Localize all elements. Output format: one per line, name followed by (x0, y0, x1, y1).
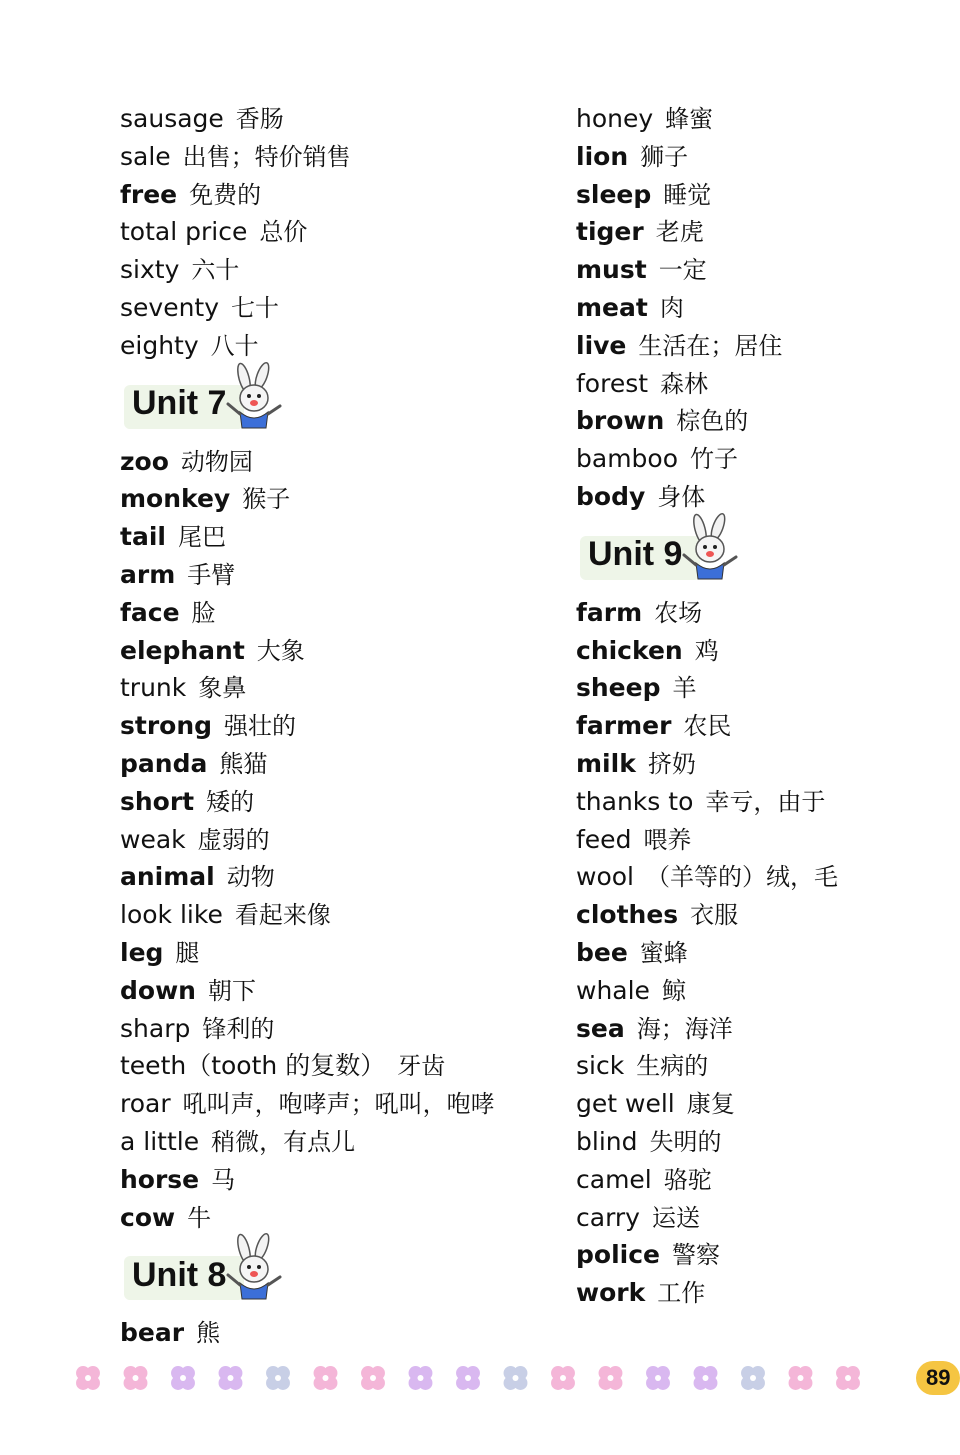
chinese-meaning: 一定 (658, 256, 707, 285)
vocab-entry (576, 402, 838, 440)
chinese-meaning: 香肠 (235, 105, 284, 133)
english-word: free (120, 179, 178, 209)
english-word: tiger (576, 217, 644, 247)
english-word: look like (120, 900, 223, 930)
vocab-entry (120, 1010, 495, 1048)
chinese-meaning: 失明的 (649, 1127, 722, 1156)
vocab-entry (576, 594, 838, 632)
english-word: chicken (576, 635, 683, 665)
english-word: brown (576, 406, 665, 436)
vocab-entry (576, 1047, 838, 1085)
flower-icon (646, 1366, 670, 1390)
chinese-meaning: 森林 (660, 369, 709, 398)
vocab-entry (120, 251, 495, 289)
english-word: arm (120, 559, 176, 589)
english-word: get well (576, 1089, 675, 1119)
english-word: thanks to (576, 786, 694, 816)
english-word: sharp (120, 1013, 191, 1043)
vocab-entry (576, 440, 838, 478)
chinese-meaning: 老虎 (655, 218, 704, 247)
english-word: bear (120, 1318, 185, 1348)
flower-icon (694, 1366, 718, 1390)
chinese-meaning: 挤奶 (647, 749, 696, 778)
flower-icon (314, 1366, 338, 1390)
chinese-meaning: 农民 (683, 712, 732, 741)
chinese-meaning: 看起来像 (234, 901, 331, 930)
english-word: work (576, 1278, 646, 1308)
unit-title: Unit 8 (132, 1255, 227, 1294)
left-vocab-column (120, 100, 495, 1352)
english-word: bee (576, 937, 628, 967)
bunny-mascot-icon (678, 513, 742, 583)
vocab-entry (120, 934, 495, 972)
chinese-meaning: 鸡 (694, 636, 719, 665)
chinese-meaning: 猴子 (242, 485, 291, 514)
unit-title: Unit 7 (132, 384, 227, 423)
chinese-meaning: 动物 (226, 863, 275, 892)
vocab-entry (120, 213, 495, 251)
chinese-meaning: 吼叫声，咆哮声；吼叫，咆哮 (182, 1090, 495, 1119)
vocab-entry (576, 289, 838, 327)
vocab-entry (120, 783, 495, 821)
english-word: police (576, 1240, 660, 1270)
unit-heading-unit-9 (576, 516, 838, 594)
chinese-meaning: 象鼻 (198, 674, 247, 703)
chinese-meaning: 睡觉 (663, 180, 712, 209)
english-word: horse (120, 1164, 200, 1194)
chinese-meaning: 生病的 (636, 1052, 709, 1081)
chinese-meaning: 熊猫 (219, 749, 268, 778)
english-word: roar (120, 1089, 171, 1119)
english-word: honey (576, 104, 654, 133)
english-word: lion (576, 141, 629, 171)
flower-border-decoration (70, 1356, 900, 1400)
vocab-entry (120, 745, 495, 783)
english-word: feed (576, 824, 632, 854)
vocab-entry (120, 972, 495, 1010)
chinese-meaning: 衣服 (690, 901, 739, 930)
english-word: sea (576, 1013, 625, 1043)
english-word: blind (576, 1126, 638, 1156)
chinese-meaning: 马 (211, 1165, 236, 1194)
vocab-entry (576, 783, 838, 821)
vocab-entry (576, 478, 838, 516)
vocab-entry (120, 858, 495, 896)
flower-icon (409, 1366, 433, 1390)
english-word: face (120, 597, 180, 627)
vocab-entry (576, 176, 838, 214)
flower-icon (741, 1366, 765, 1390)
vocab-entry (120, 100, 495, 138)
english-word: total price (120, 217, 248, 247)
vocab-entry (576, 858, 838, 896)
flower-icon (456, 1366, 480, 1390)
vocab-entry (576, 1161, 838, 1199)
flower-icon (836, 1366, 860, 1390)
vocab-entry (576, 896, 838, 934)
chinese-meaning: 六十 (191, 256, 240, 285)
chinese-meaning: 海；海洋 (636, 1014, 733, 1043)
chinese-meaning: 八十 (210, 331, 259, 360)
vocab-entry (576, 1236, 838, 1274)
english-word: weak (120, 824, 186, 854)
chinese-meaning: 工作 (657, 1279, 706, 1308)
english-word: clothes (576, 900, 679, 930)
flower-icon (171, 1366, 195, 1390)
chinese-meaning: 总价 (259, 218, 308, 247)
english-word: sausage (120, 104, 224, 133)
chinese-meaning: 喂养 (643, 825, 692, 854)
vocab-entry (576, 100, 838, 138)
chinese-meaning: 生活在；居住 (638, 331, 783, 360)
vocab-entry (120, 896, 495, 934)
unit-heading-unit-7 (120, 365, 495, 443)
vocab-entry (120, 176, 495, 214)
chinese-meaning: 幸亏，由于 (705, 787, 826, 816)
vocab-entry (120, 518, 495, 556)
chinese-meaning: 矮的 (206, 787, 255, 816)
vocab-entry (120, 1314, 495, 1352)
vocab-entry (576, 821, 838, 859)
flower-icon (219, 1366, 243, 1390)
vocab-entry (576, 138, 838, 176)
english-word: sick (576, 1051, 625, 1081)
vocab-entry (576, 934, 838, 972)
vocab-entry (576, 972, 838, 1010)
chinese-meaning: 警察 (671, 1241, 720, 1270)
flower-icon (599, 1366, 623, 1390)
chinese-meaning: 虚弱的 (197, 825, 270, 854)
vocab-entry (120, 632, 495, 670)
vocab-entry (120, 1123, 495, 1161)
english-word: strong (120, 711, 213, 741)
chinese-meaning: 七十 (231, 293, 280, 322)
english-word: sale (120, 141, 171, 171)
english-word: body (576, 481, 646, 511)
unit-title: Unit 9 (588, 535, 683, 574)
page-number: 89 (916, 1361, 960, 1395)
vocab-entry (576, 213, 838, 251)
vocab-entry (120, 1161, 495, 1199)
bunny-mascot-icon (222, 362, 286, 432)
english-word: a little (120, 1126, 200, 1156)
chinese-meaning: 尾巴 (177, 523, 226, 552)
vocab-entry (576, 1123, 838, 1161)
vocab-entry (576, 327, 838, 365)
english-word: meat (576, 292, 648, 322)
vocab-entry (120, 707, 495, 745)
unit-heading-unit-8 (120, 1236, 495, 1314)
vocab-entry (576, 669, 838, 707)
chinese-meaning: 牙齿 (397, 1052, 446, 1081)
vocab-entry (120, 1085, 495, 1123)
vocab-entry (120, 1199, 495, 1237)
chinese-meaning: 狮子 (640, 142, 689, 171)
vocab-entry (120, 669, 495, 707)
english-word: sheep (576, 673, 661, 703)
chinese-meaning: 熊 (196, 1319, 221, 1348)
flower-icon (124, 1366, 148, 1390)
vocab-entry (120, 138, 495, 176)
english-word: carry (576, 1202, 640, 1232)
chinese-meaning: 朝下 (207, 976, 256, 1005)
english-word: monkey (120, 484, 231, 514)
chinese-meaning: 动物园 (180, 447, 253, 476)
vocab-entry (576, 1274, 838, 1312)
english-word: down (120, 975, 196, 1005)
english-word: tail (120, 522, 166, 552)
flower-icon (504, 1366, 528, 1390)
english-word: whale (576, 975, 650, 1005)
english-word: teeth（tooth 的复数） (120, 1051, 386, 1081)
vocab-entry (576, 745, 838, 783)
english-word: camel (576, 1164, 652, 1194)
vocab-entry (576, 1010, 838, 1048)
vocab-entry (576, 251, 838, 289)
english-word: animal (120, 862, 215, 892)
english-word: sixty (120, 255, 180, 285)
english-word: panda (120, 748, 208, 778)
chinese-meaning: 稍微，有点儿 (211, 1127, 356, 1156)
chinese-meaning: 鲸 (661, 976, 686, 1005)
flower-icon (551, 1366, 575, 1390)
english-word: elephant (120, 635, 245, 665)
flower-icon (789, 1366, 813, 1390)
chinese-meaning: 羊 (672, 674, 697, 703)
chinese-meaning: 手臂 (187, 560, 236, 589)
english-word: eighty (120, 330, 199, 360)
right-vocab-column (576, 100, 838, 1312)
english-word: farm (576, 597, 643, 627)
flower-icon (76, 1366, 100, 1390)
vocab-entry (120, 821, 495, 859)
chinese-meaning: 骆驼 (663, 1165, 712, 1194)
english-word: leg (120, 937, 164, 967)
chinese-meaning: 蜂蜜 (665, 105, 714, 133)
chinese-meaning: 腿 (175, 938, 200, 967)
english-word: sleep (576, 179, 652, 209)
chinese-meaning: （羊等的）绒，毛 (645, 863, 838, 892)
english-word: forest (576, 368, 649, 398)
chinese-meaning: 锋利的 (202, 1014, 275, 1043)
vocab-entry (120, 594, 495, 632)
chinese-meaning: 身体 (657, 482, 706, 511)
vocab-entry (120, 443, 495, 481)
chinese-meaning: 免费的 (189, 180, 262, 209)
vocab-entry (576, 707, 838, 745)
english-word: milk (576, 748, 636, 778)
english-word: live (576, 330, 627, 360)
chinese-meaning: 牛 (187, 1203, 212, 1232)
english-word: wool (576, 862, 634, 892)
chinese-meaning: 棕色的 (676, 407, 749, 436)
english-word: must (576, 255, 647, 285)
english-word: seventy (120, 292, 220, 322)
english-word: farmer (576, 711, 672, 741)
english-word: short (120, 786, 195, 816)
vocab-entry (576, 1085, 838, 1123)
chinese-meaning: 农场 (654, 598, 703, 627)
vocab-entry (120, 327, 495, 365)
chinese-meaning: 康复 (686, 1090, 735, 1119)
vocab-entry (120, 289, 495, 327)
english-word: bamboo (576, 444, 679, 474)
vocab-entry (120, 1047, 495, 1085)
english-word: cow (120, 1202, 176, 1232)
chinese-meaning: 强壮的 (224, 712, 297, 741)
english-word: zoo (120, 446, 169, 476)
vocab-entry (576, 365, 838, 403)
chinese-meaning: 肉 (659, 293, 684, 322)
vocab-entry (120, 480, 495, 518)
chinese-meaning: 脸 (191, 598, 216, 627)
chinese-meaning: 运送 (651, 1203, 700, 1232)
vocab-entry (120, 556, 495, 594)
flower-icon (361, 1366, 385, 1390)
flower-icon (266, 1366, 290, 1390)
chinese-meaning: 竹子 (690, 445, 739, 474)
english-word: trunk (120, 673, 187, 703)
vocab-entry (576, 632, 838, 670)
chinese-meaning: 出售；特价销售 (182, 142, 351, 171)
vocab-entry (576, 1199, 838, 1237)
chinese-meaning: 蜜蜂 (639, 938, 688, 967)
bunny-mascot-icon (222, 1233, 286, 1303)
chinese-meaning: 大象 (256, 636, 305, 665)
